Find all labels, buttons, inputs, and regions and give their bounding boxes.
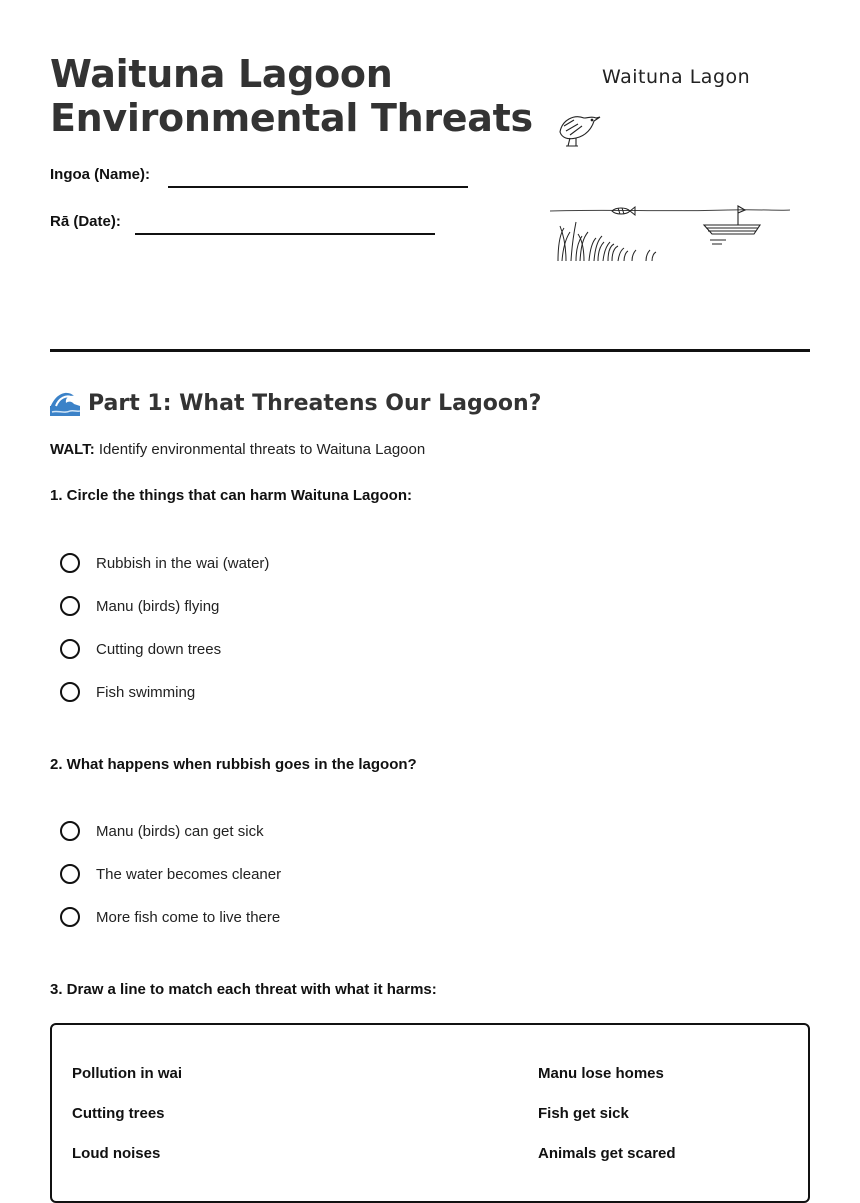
date-label: Rā (Date): (50, 213, 121, 230)
bird-icon (560, 117, 600, 146)
radio-circle[interactable] (60, 682, 80, 702)
harm-item[interactable]: Animals get scared (538, 1145, 676, 1162)
radio-circle[interactable] (60, 596, 80, 616)
question-1: 1. Circle the things that can harm Waituna Lagoon: (50, 487, 412, 504)
walt-label: WALT: (50, 441, 95, 458)
question-3: 3. Draw a line to match each threat with what it harms: (50, 981, 437, 998)
name-label: Ingoa (Name): (50, 166, 151, 183)
radio-circle[interactable] (60, 907, 80, 927)
option-label: Rubbish in the wai (water) (96, 554, 270, 572)
part1-heading (50, 390, 541, 416)
q1-option-2[interactable] (60, 596, 219, 616)
option-label: Manu (birds) flying (96, 597, 220, 615)
boat-icon (704, 206, 760, 244)
q1-option-3[interactable] (60, 639, 221, 659)
worksheet-title (50, 52, 533, 140)
question-2: 2. What happens when rubbish goes in the lagoon? (50, 756, 417, 773)
q1-option-1[interactable] (60, 553, 269, 573)
name-field (50, 166, 150, 183)
radio-circle[interactable] (60, 553, 80, 573)
section-divider (50, 349, 810, 352)
option-label: More fish come to live there (96, 908, 281, 926)
harm-item[interactable]: Manu lose homes (538, 1065, 664, 1082)
option-label: Manu (birds) can get sick (96, 822, 264, 840)
q2-option-1[interactable] (60, 821, 264, 841)
sketch-drawing (548, 56, 798, 271)
radio-circle[interactable] (60, 639, 80, 659)
date-field (50, 213, 121, 230)
title-line-2: Environmental Threats (50, 96, 533, 140)
q1-option-4[interactable] (60, 682, 195, 702)
radio-circle[interactable] (60, 821, 80, 841)
harm-item[interactable]: Fish get sick (538, 1105, 629, 1122)
name-write-line[interactable] (168, 186, 468, 188)
walt-statement (50, 441, 425, 458)
walt-text: Identify environmental threats to Waituna Lagoon (94, 441, 426, 458)
reeds-icon (558, 222, 656, 261)
option-label: The water becomes cleaner (96, 865, 282, 883)
threat-item[interactable]: Cutting trees (72, 1105, 165, 1122)
part1-title: Part 1: What Threatens Our Lagoon? (88, 390, 542, 416)
threat-item[interactable]: Pollution in wai (72, 1065, 182, 1082)
lagoon-sketch (548, 56, 798, 271)
matching-box (50, 1023, 810, 1203)
option-label: Cutting down trees (96, 640, 222, 658)
date-write-line[interactable] (135, 233, 435, 235)
wave-icon (50, 390, 80, 416)
radio-circle[interactable] (60, 864, 80, 884)
title-line-1: Waituna Lagoon (50, 52, 393, 96)
option-label: Fish swimming (96, 683, 196, 701)
q2-option-2[interactable] (60, 864, 281, 884)
sketch-caption: Waituna Lagon (602, 66, 751, 88)
threat-item[interactable]: Loud noises (72, 1145, 161, 1162)
fish-icon (612, 207, 635, 215)
q2-option-3[interactable] (60, 907, 280, 927)
